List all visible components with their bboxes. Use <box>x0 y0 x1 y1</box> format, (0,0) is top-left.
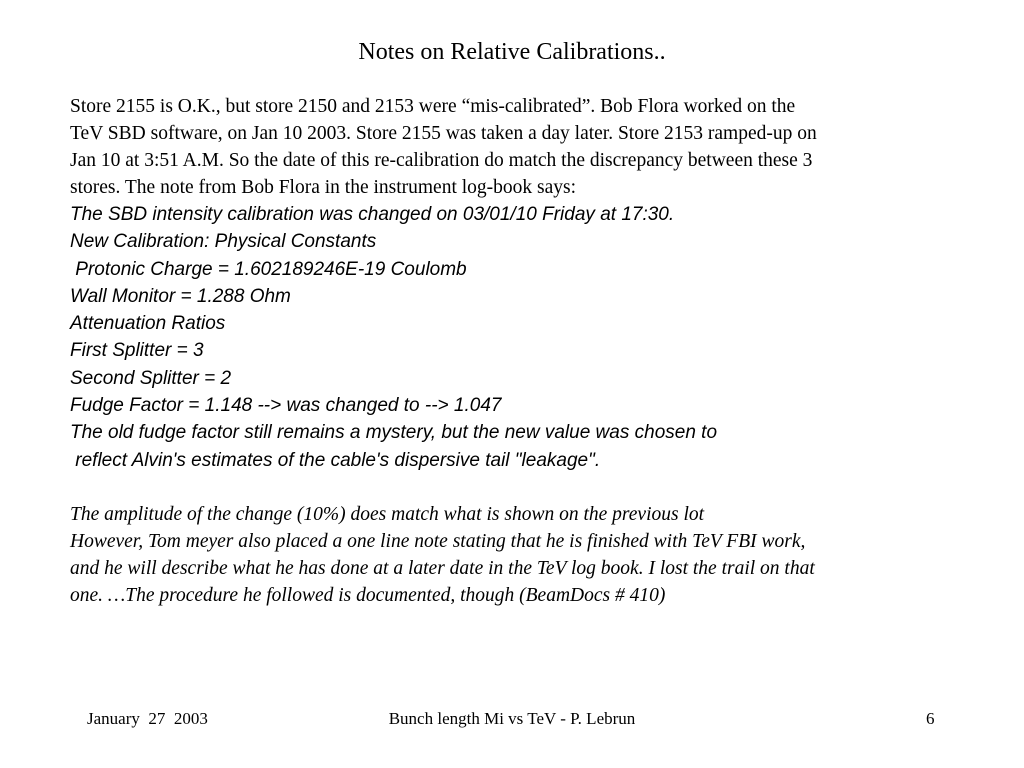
log-note-line: New Calibration: Physical Constants <box>70 231 377 253</box>
log-note-line: Protonic Charge = 1.602189246E-19 Coulomb <box>70 258 467 280</box>
body-line: Jan 10 at 3:51 A.M. So the date of this re-calibration do match the discrepancy between these 3 <box>70 150 813 171</box>
page-number: 6 <box>926 709 935 728</box>
body-line: Store 2155 is O.K., but store 2150 and 2153 were “mis-calibrated”. Bob Flora worked on the <box>70 96 796 117</box>
slide-title: Notes on Relative Calibrations.. <box>358 39 666 65</box>
slide-body <box>70 93 970 609</box>
comment-line: The amplitude of the change (10%) does match what is shown on the previous lot <box>70 503 705 525</box>
log-note-line: The old fudge factor still remains a mystery, but the new value was chosen to <box>70 422 718 444</box>
body-line: TeV SBD software, on Jan 10 2003. Store 2155 was taken a day later. Store 2153 ramped-up on <box>70 123 817 144</box>
body-line: stores. The note from Bob Flora in the instrument log-book says: <box>70 177 577 198</box>
comment-line: one. …The procedure he followed is documented, though (BeamDocs # 410) <box>70 584 666 606</box>
log-note-line: First Splitter = 3 <box>70 340 204 362</box>
footer-date: January 27 2003 <box>87 709 208 728</box>
log-note-line: Wall Monitor = 1.288 Ohm <box>70 285 291 307</box>
log-note-line: The SBD intensity calibration was changed on 03/01/10 Friday at 17:30. <box>70 204 675 225</box>
comment-line: and he will describe what he has done at a later date in the TeV log book. I lost the trail on that <box>70 557 815 579</box>
log-note-line: Fudge Factor = 1.148 --> was changed to --> 1.047 <box>70 395 502 417</box>
comment-line: However, Tom meyer also placed a one line note stating that he is finished with TeV FBI work, <box>70 530 806 552</box>
log-note-line: Attenuation Ratios <box>70 313 226 335</box>
paragraph-gap <box>70 474 970 501</box>
log-note-line: Second Splitter = 2 <box>70 367 232 389</box>
footer-title: Bunch length Mi vs TeV - P. Lebrun <box>388 709 636 728</box>
log-note-line: reflect Alvin's estimates of the cable's dispersive tail "leakage". <box>70 449 601 471</box>
